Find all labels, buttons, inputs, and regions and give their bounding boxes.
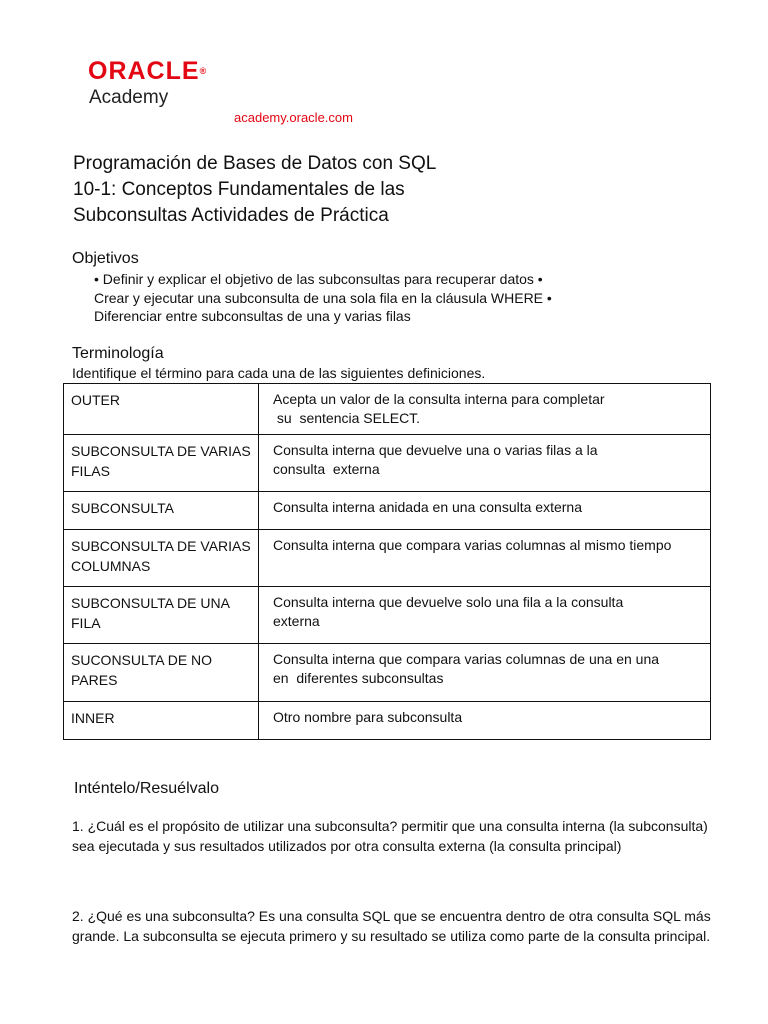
term-cell: INNER	[64, 702, 259, 740]
definition-line: externa	[273, 612, 320, 629]
definition-line: Consulta interna que compara varias columnas al mismo tiempo	[273, 537, 672, 553]
objective-line: Crear y ejecutar una subconsulta de una sola fila en la cláusula WHERE •	[94, 289, 552, 306]
definition-line: Consulta interna que devuelve una o varias filas a la	[273, 442, 598, 458]
practice-question: 1. ¿Cuál es el propósito de utilizar una subconsulta? permitir que una consulta interna (la subconsulta) sea ejecutada y sus resultados utilizados por otra consulta externa (la consulta principal)	[72, 818, 708, 854]
table-row	[64, 530, 711, 587]
table-row	[64, 587, 711, 644]
definition-line: Consulta interna anidada en una consulta externa	[273, 499, 582, 515]
oracle-brand-text: ORACLE	[88, 57, 200, 85]
term-cell: SUBCONSULTA DE VARIAS FILAS	[64, 435, 259, 492]
term-cell: SUBCONSULTA DE UNA FILA	[64, 587, 259, 644]
academy-logo-text: Academy	[89, 87, 169, 108]
definition-cell	[259, 587, 711, 644]
objectives-list	[94, 270, 552, 326]
table-row	[64, 644, 711, 702]
objective-line: Diferenciar entre subconsultas de una y varias filas	[94, 308, 411, 324]
definition-line: Consulta interna que compara varias columnas de una en una	[273, 651, 660, 667]
definition-line: consulta externa	[273, 460, 380, 477]
definition-line: su sentencia SELECT.	[273, 409, 421, 426]
terminology-table	[63, 383, 711, 740]
definition-cell	[259, 492, 711, 530]
title-line: 10-1: Conceptos Fundamentales de las	[73, 179, 405, 200]
table-row	[64, 492, 711, 530]
definition-cell	[259, 384, 711, 435]
definition-line: en diferentes subconsultas	[273, 669, 444, 686]
definition-line: Consulta interna que devuelve solo una fila a la consulta	[273, 594, 624, 610]
term-cell: OUTER	[64, 384, 259, 435]
definition-cell	[259, 435, 711, 492]
table-row	[64, 435, 711, 492]
definition-line: Acepta un valor de la consulta interna para completar	[273, 391, 605, 407]
term-cell: SUCONSULTA DE NO PARES	[64, 644, 259, 702]
terminology-heading: Terminología	[72, 345, 164, 362]
registered-mark: ®	[199, 66, 207, 76]
oracle-logo	[88, 56, 206, 86]
term-cell: SUBCONSULTA DE VARIAS COLUMNAS	[64, 530, 259, 587]
definition-cell	[259, 644, 711, 702]
objectives-heading: Objetivos	[72, 250, 139, 267]
practice-heading: Inténtelo/Resuélvalo	[74, 780, 219, 797]
table-row	[64, 384, 711, 435]
objective-line: • Definir y explicar el objetivo de las subconsultas para recuperar datos •	[94, 271, 543, 287]
term-cell: SUBCONSULTA	[64, 492, 259, 530]
table-row	[64, 702, 711, 740]
definition-cell	[259, 702, 711, 740]
definition-cell	[259, 530, 711, 587]
academy-site-link[interactable]: academy.oracle.com	[234, 110, 353, 125]
document-title	[73, 151, 733, 229]
title-line: Programación de Bases de Datos con SQL	[73, 153, 437, 174]
terminology-intro: Identifique el término para cada una de las siguientes definiciones.	[72, 365, 486, 381]
definition-line: Otro nombre para subconsulta	[273, 709, 463, 725]
practice-question: 2. ¿Qué es una subconsulta? Es una consulta SQL que se encuentra dentro de otra consulta SQL más grande. La subconsulta se ejecuta primero y su resultado se utiliza como parte de la consulta principal.	[72, 908, 711, 944]
title-line: Subconsultas Actividades de Práctica	[73, 205, 389, 226]
